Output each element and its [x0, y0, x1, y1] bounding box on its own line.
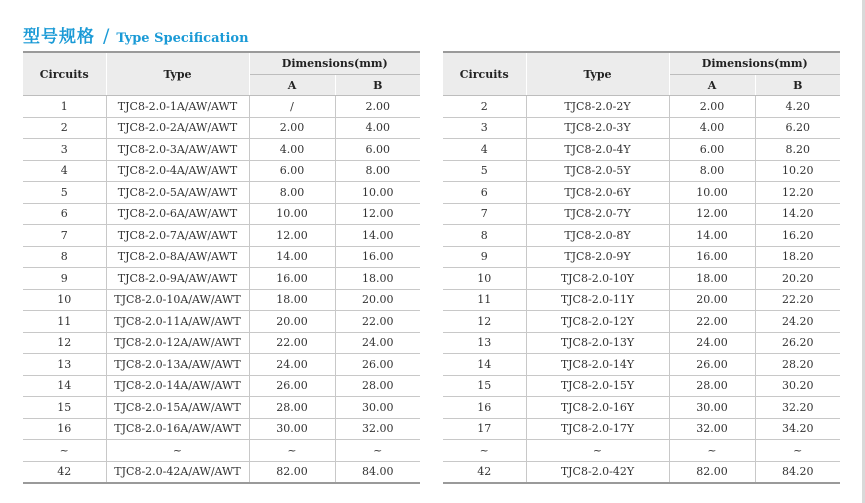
table-row: [443, 225, 840, 247]
section-title: [23, 22, 249, 46]
table-row: [23, 289, 420, 311]
header-dimensions: Dimensions(mm): [669, 52, 840, 75]
table-row: [443, 289, 840, 311]
cell-a: 82.00: [249, 461, 335, 483]
cell-type: TJC8-2.0-12Y: [526, 311, 669, 333]
cell-a: 14.00: [249, 246, 335, 268]
cell-type: TJC8-2.0-14Y: [526, 354, 669, 376]
cell-type: TJC8-2.0-13A/AW/AWT: [106, 354, 249, 376]
cell-a: 16.00: [249, 268, 335, 290]
cell-a: 26.00: [249, 375, 335, 397]
cell-circuits: 8: [443, 225, 526, 247]
table-row: [443, 160, 840, 182]
cell-b: 26.20: [755, 332, 840, 354]
cell-b: 16.00: [335, 246, 420, 268]
cell-circuits: 10: [23, 289, 106, 311]
table-row: [23, 160, 420, 182]
cell-a: 10.00: [249, 203, 335, 225]
cell-circuits: 9: [443, 246, 526, 268]
header-a: A: [249, 75, 335, 96]
cell-a: ~: [249, 440, 335, 462]
cell-b: 18.20: [755, 246, 840, 268]
table-row: [23, 418, 420, 440]
table-row: [23, 117, 420, 139]
cell-type: TJC8-2.0-14A/AW/AWT: [106, 375, 249, 397]
cell-a: 18.00: [669, 268, 755, 290]
header-dimensions: Dimensions(mm): [249, 52, 420, 75]
cell-circuits: 2: [443, 96, 526, 118]
table-row: [23, 139, 420, 161]
cell-type: TJC8-2.0-16Y: [526, 397, 669, 419]
cell-b: 10.00: [335, 182, 420, 204]
cell-circuits: 3: [443, 117, 526, 139]
cell-a: 4.00: [249, 139, 335, 161]
table-row: [443, 354, 840, 376]
cell-b: 32.00: [335, 418, 420, 440]
table-row: [443, 117, 840, 139]
cell-circuits: 13: [443, 332, 526, 354]
cell-b: 30.20: [755, 375, 840, 397]
cell-circuits: 3: [23, 139, 106, 161]
cell-circuits: 1: [23, 96, 106, 118]
table-row: [23, 311, 420, 333]
spec-table-left: [23, 51, 420, 484]
cell-a: /: [249, 96, 335, 118]
cell-b: 30.00: [335, 397, 420, 419]
header-circuits: Circuits: [443, 52, 526, 96]
cell-circuits: 10: [443, 268, 526, 290]
cell-a: 22.00: [249, 332, 335, 354]
cell-a: 24.00: [249, 354, 335, 376]
cell-circuits: 9: [23, 268, 106, 290]
table-row: [443, 418, 840, 440]
cell-type: TJC8-2.0-16A/AW/AWT: [106, 418, 249, 440]
table-row: [23, 96, 420, 118]
table-row: [443, 440, 840, 462]
cell-circuits: ~: [23, 440, 106, 462]
table-row: [23, 354, 420, 376]
cell-type: TJC8-2.0-11Y: [526, 289, 669, 311]
cell-b: 32.20: [755, 397, 840, 419]
cell-b: 26.00: [335, 354, 420, 376]
cell-a: 20.00: [249, 311, 335, 333]
header-b: B: [755, 75, 840, 96]
cell-type: TJC8-2.0-42A/AW/AWT: [106, 461, 249, 483]
cell-type: TJC8-2.0-11A/AW/AWT: [106, 311, 249, 333]
cell-circuits: 15: [23, 397, 106, 419]
cell-a: 2.00: [249, 117, 335, 139]
cell-circuits: 5: [443, 160, 526, 182]
cell-circuits: 15: [443, 375, 526, 397]
table-row: [443, 139, 840, 161]
cell-a: 18.00: [249, 289, 335, 311]
cell-type: TJC8-2.0-5A/AW/AWT: [106, 182, 249, 204]
cell-a: 82.00: [669, 461, 755, 483]
cell-a: 12.00: [669, 203, 755, 225]
cell-circuits: 4: [23, 160, 106, 182]
table-row: [443, 311, 840, 333]
table-row: [443, 268, 840, 290]
cell-a: 22.00: [669, 311, 755, 333]
cell-b: 4.20: [755, 96, 840, 118]
cell-circuits: 11: [23, 311, 106, 333]
cell-b: 14.20: [755, 203, 840, 225]
table-row: [23, 461, 420, 483]
table-row: [23, 268, 420, 290]
cell-circuits: 8: [23, 246, 106, 268]
table-row: [443, 96, 840, 118]
cell-type: ~: [106, 440, 249, 462]
cell-b: 16.20: [755, 225, 840, 247]
cell-a: 24.00: [669, 332, 755, 354]
cell-b: 4.00: [335, 117, 420, 139]
table-row: [23, 182, 420, 204]
cell-a: 28.00: [249, 397, 335, 419]
cell-circuits: 6: [443, 182, 526, 204]
cell-a: 30.00: [669, 397, 755, 419]
cell-b: 6.20: [755, 117, 840, 139]
cell-b: 12.00: [335, 203, 420, 225]
cell-b: 8.20: [755, 139, 840, 161]
cell-circuits: 14: [443, 354, 526, 376]
cell-b: 18.00: [335, 268, 420, 290]
header-a: A: [669, 75, 755, 96]
header-circuits: Circuits: [23, 52, 106, 96]
title-separator: /: [103, 25, 110, 47]
cell-type: TJC8-2.0-8A/AW/AWT: [106, 246, 249, 268]
table-row: [443, 397, 840, 419]
cell-circuits: 12: [443, 311, 526, 333]
cell-b: 8.00: [335, 160, 420, 182]
table-row: [443, 203, 840, 225]
cell-a: 32.00: [669, 418, 755, 440]
cell-type: TJC8-2.0-5Y: [526, 160, 669, 182]
cell-type: TJC8-2.0-3A/AW/AWT: [106, 139, 249, 161]
cell-type: TJC8-2.0-3Y: [526, 117, 669, 139]
cell-type: TJC8-2.0-4Y: [526, 139, 669, 161]
table-row: [23, 246, 420, 268]
table-row: [23, 225, 420, 247]
cell-b: 6.00: [335, 139, 420, 161]
cell-circuits: 42: [443, 461, 526, 483]
cell-b: ~: [755, 440, 840, 462]
cell-type: TJC8-2.0-2A/AW/AWT: [106, 117, 249, 139]
table-row: [23, 375, 420, 397]
cell-type: TJC8-2.0-10A/AW/AWT: [106, 289, 249, 311]
cell-a: 16.00: [669, 246, 755, 268]
cell-circuits: 16: [443, 397, 526, 419]
cell-circuits: 5: [23, 182, 106, 204]
cell-b: 84.20: [755, 461, 840, 483]
table-row: [23, 203, 420, 225]
cell-a: 8.00: [249, 182, 335, 204]
cell-circuits: 14: [23, 375, 106, 397]
cell-type: TJC8-2.0-9Y: [526, 246, 669, 268]
cell-a: 2.00: [669, 96, 755, 118]
header-type: Type: [106, 52, 249, 96]
table-row: [443, 332, 840, 354]
cell-circuits: 2: [23, 117, 106, 139]
cell-circuits: 12: [23, 332, 106, 354]
table-row: [23, 332, 420, 354]
cell-type: TJC8-2.0-2Y: [526, 96, 669, 118]
cell-circuits: 6: [23, 203, 106, 225]
cell-type: TJC8-2.0-12A/AW/AWT: [106, 332, 249, 354]
cell-type: TJC8-2.0-1A/AW/AWT: [106, 96, 249, 118]
cell-b: 10.20: [755, 160, 840, 182]
cell-a: 8.00: [669, 160, 755, 182]
cell-type: TJC8-2.0-6A/AW/AWT: [106, 203, 249, 225]
cell-a: 20.00: [669, 289, 755, 311]
cell-circuits: 4: [443, 139, 526, 161]
cell-type: TJC8-2.0-15Y: [526, 375, 669, 397]
cell-type: TJC8-2.0-17Y: [526, 418, 669, 440]
cell-a: 10.00: [669, 182, 755, 204]
cell-a: 28.00: [669, 375, 755, 397]
cell-b: 28.00: [335, 375, 420, 397]
table-row: [443, 375, 840, 397]
cell-a: 12.00: [249, 225, 335, 247]
cell-circuits: 11: [443, 289, 526, 311]
cell-a: ~: [669, 440, 755, 462]
cell-a: 14.00: [669, 225, 755, 247]
table-row: [23, 440, 420, 462]
cell-circuits: 7: [23, 225, 106, 247]
cell-a: 6.00: [669, 139, 755, 161]
cell-b: 12.20: [755, 182, 840, 204]
cell-b: ~: [335, 440, 420, 462]
cell-b: 2.00: [335, 96, 420, 118]
cell-a: 4.00: [669, 117, 755, 139]
cell-type: TJC8-2.0-7A/AW/AWT: [106, 225, 249, 247]
cell-type: TJC8-2.0-4A/AW/AWT: [106, 160, 249, 182]
cell-type: TJC8-2.0-9A/AW/AWT: [106, 268, 249, 290]
cell-b: 28.20: [755, 354, 840, 376]
cell-b: 34.20: [755, 418, 840, 440]
cell-b: 22.00: [335, 311, 420, 333]
cell-circuits: 7: [443, 203, 526, 225]
cell-type: TJC8-2.0-13Y: [526, 332, 669, 354]
cell-type: TJC8-2.0-15A/AW/AWT: [106, 397, 249, 419]
title-chinese: 型号规格: [23, 27, 95, 47]
spec-table-right: [443, 51, 840, 484]
header-type: Type: [526, 52, 669, 96]
cell-b: 24.00: [335, 332, 420, 354]
table-row: [443, 246, 840, 268]
header-b: B: [335, 75, 420, 96]
cell-circuits: 17: [443, 418, 526, 440]
cell-b: 84.00: [335, 461, 420, 483]
cell-a: 30.00: [249, 418, 335, 440]
cell-circuits: 42: [23, 461, 106, 483]
cell-type: TJC8-2.0-6Y: [526, 182, 669, 204]
title-english: Type Specification: [116, 31, 249, 46]
table-row: [23, 397, 420, 419]
cell-circuits: ~: [443, 440, 526, 462]
cell-type: ~: [526, 440, 669, 462]
cell-type: TJC8-2.0-8Y: [526, 225, 669, 247]
cell-a: 26.00: [669, 354, 755, 376]
cell-type: TJC8-2.0-42Y: [526, 461, 669, 483]
cell-circuits: 16: [23, 418, 106, 440]
cell-a: 6.00: [249, 160, 335, 182]
cell-circuits: 13: [23, 354, 106, 376]
cell-b: 20.00: [335, 289, 420, 311]
cell-b: 22.20: [755, 289, 840, 311]
table-row: [443, 182, 840, 204]
table-row: [443, 461, 840, 483]
cell-type: TJC8-2.0-10Y: [526, 268, 669, 290]
cell-b: 14.00: [335, 225, 420, 247]
cell-b: 20.20: [755, 268, 840, 290]
cell-type: TJC8-2.0-7Y: [526, 203, 669, 225]
cell-b: 24.20: [755, 311, 840, 333]
